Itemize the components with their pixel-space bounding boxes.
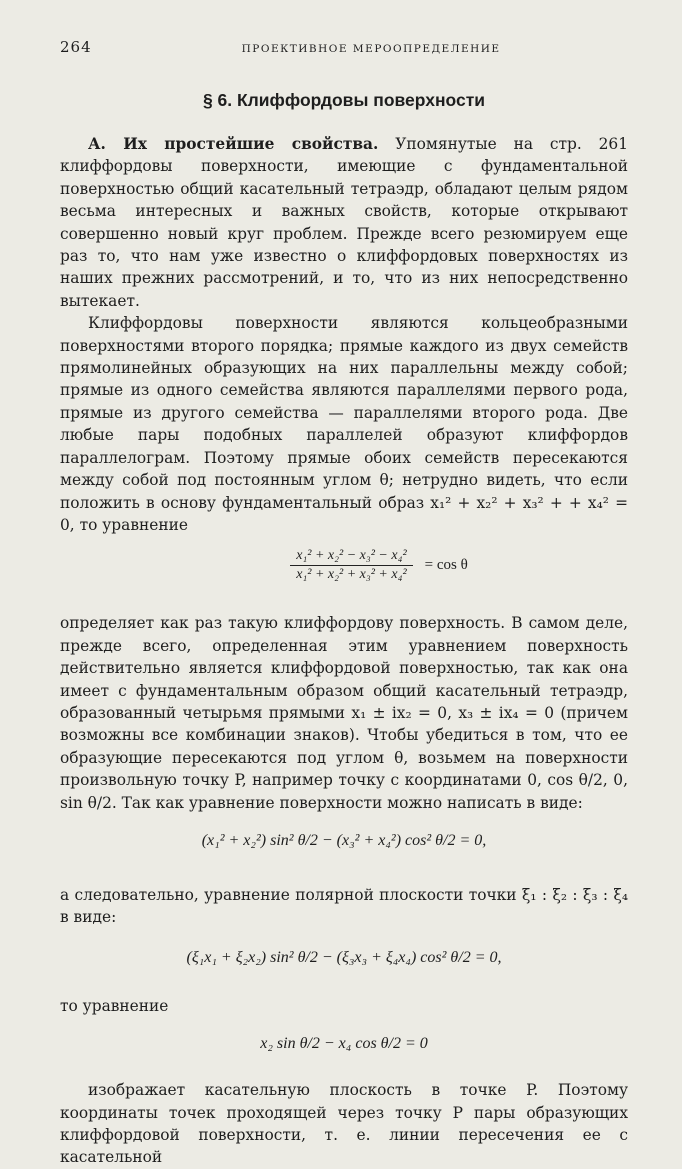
section-title: § 6. Клиффордовы поверхности xyxy=(202,90,486,110)
formula-numerator: x₁² + x₂² − x₃² − x₄² xyxy=(290,548,412,566)
page-number: 264 xyxy=(60,38,92,56)
formula-surface-equation: (x₁² + x₂²) sin² θ/2 − (x₃² + x₄²) cos² θ/2 = 0, xyxy=(201,831,487,849)
running-title: ПРОЕКТИВНОЕ МЕРООПРЕДЕЛЕНИЕ xyxy=(241,43,501,55)
subsection-lead: А. Их простейшие свойства. xyxy=(88,135,379,153)
formula-rhs: = cos θ xyxy=(424,557,468,574)
paragraph-1 xyxy=(60,133,628,312)
paragraph-5: то уравнение xyxy=(60,996,169,1015)
formula-denominator: x₁² + x₂² + x₃² + x₄² xyxy=(296,567,407,583)
paragraph-2: Клиффордовы поверхности являются кольцеобразными поверхностями второго порядка; прямые каждого из двух семейств прямолинейных образующих на них параллельны между собой; прямые из одного семейства являются параллелями первого рода, прямые из другого семейства — параллелями второго рода. Две любые пары подобных параллелей образуют клиффордов параллелограм. Поэтому прямые обоих семейств пересекаются между собой под постоянным углом θ; нетрудно видеть, что если положить в основу фундаментальный образ x₁² + x₂² + x₃² + + x₄² = 0, то уравнение xyxy=(60,314,628,534)
paragraph-1-text: Упомянутые на стр. 261 клиффордовы поверхности, имеющие с фундаментальной поверхностью общий касательный тетраэдр, обладают целым рядом весьма интересных и важных свойств, которые открывают совершенно новый круг проблем. Прежде всего резюмируем еще раз то, что нам уже известно о клиффордовых поверхностях из наших прежних рассмотрений, и то, что из них непосредственно вытекает. xyxy=(60,135,628,310)
paragraph-6: изображает касательную плоскость в точке P. Поэтому координаты точек проходящей через точку P пары образующих клиффордовой поверхности, т. е. линии пересечения ее с касательной xyxy=(60,1081,628,1167)
paragraph-3: определяет как раз такую клиффордову поверхность. В самом деле, прежде всего, определенная этим уравнением поверхность действительно является клиффордовой поверхностью, так как она имеет с фундаментальным образом общий касательный тетраэдр, образованный четырьмя прямыми x₁ ± ix₂ = 0, x₃ ± ix₄ = 0 (причем возможны все комбинации знаков). Чтобы убедиться в том, что ее образующие пересекаются под углом θ, возьмем на поверхности произвольную точку P, например точку с координатами 0, cos θ/2, 0, sin θ/2. Так как уравнение поверхности можно написать в виде: xyxy=(60,614,628,812)
page-header xyxy=(60,38,628,56)
formula-tangent-plane: x₂ sin θ/2 − x₄ cos θ/2 = 0 xyxy=(260,1035,428,1053)
formula-cos-theta xyxy=(130,548,628,594)
formula-polar-plane: (ξ₁x₁ + ξ₂x₂) sin² θ/2 − (ξ₃x₃ + ξ₄x₄) cos² θ/2 = 0, xyxy=(186,948,502,966)
paragraph-4: а следовательно, уравнение полярной плоскости точки ξ₁ : ξ₂ : ξ₃ : ξ₄ в виде: xyxy=(60,885,628,927)
formula-fraction xyxy=(290,548,412,583)
